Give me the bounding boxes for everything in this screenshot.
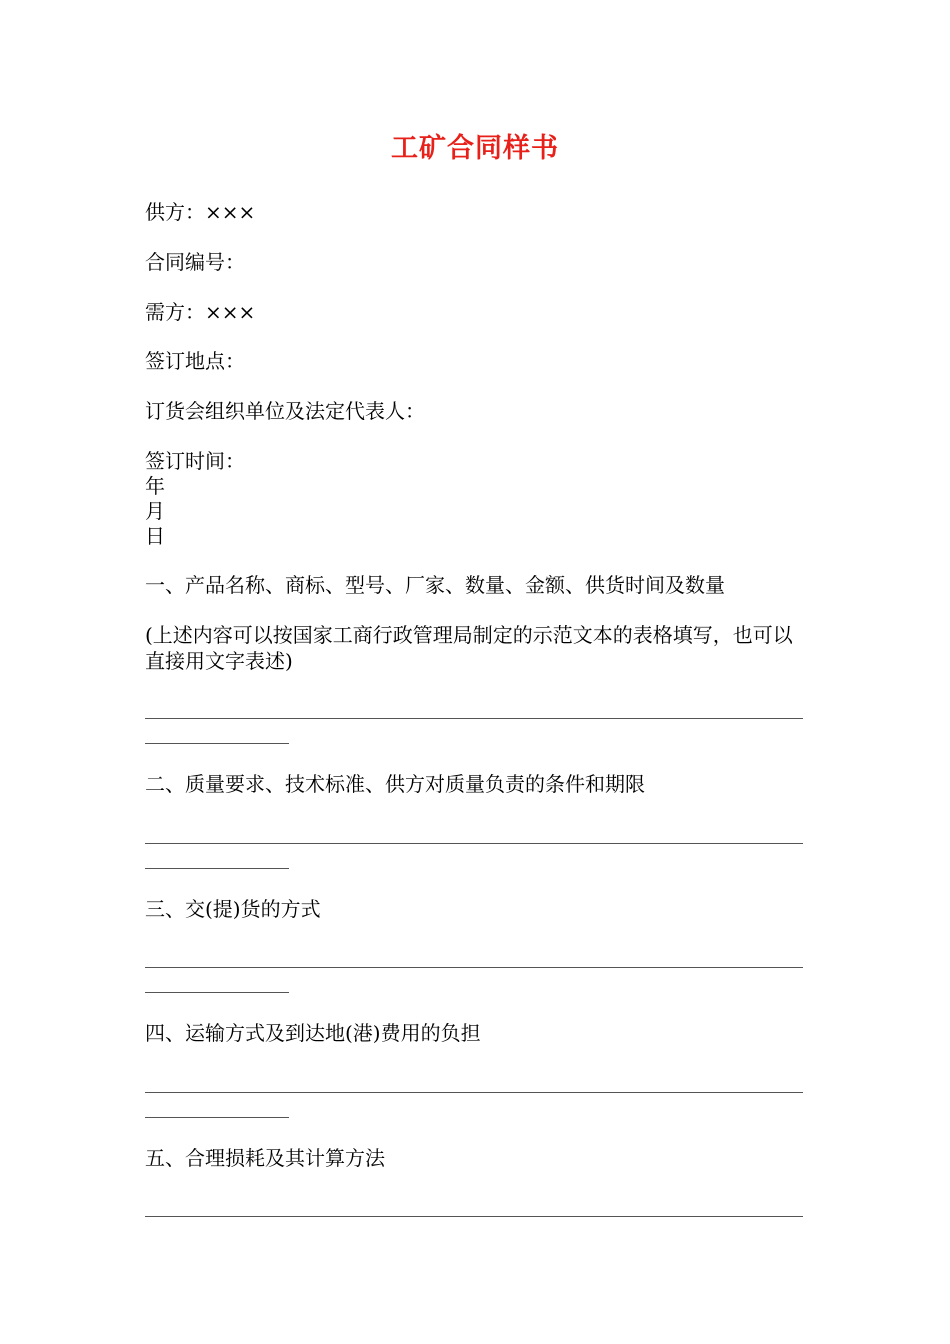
supplier-field: 供方：×××: [145, 200, 256, 224]
section-2-fill-line-end: [145, 868, 289, 869]
section-1-fill-line-end: [145, 743, 289, 744]
section-3-fill-line: [145, 967, 803, 968]
sign-place-field: 签订地点：: [145, 349, 245, 373]
organizer-field: 订货会组织单位及法定代表人：: [145, 399, 425, 423]
section-1-fill-line: [145, 718, 803, 719]
sign-time-year: 年: [145, 474, 165, 498]
section-4-fill-line: [145, 1092, 803, 1093]
sign-time-field: 签订时间：: [145, 449, 245, 473]
sign-time-day: 日: [145, 524, 165, 548]
section-2-heading: 二、质量要求、技术标准、供方对质量负责的条件和期限: [145, 772, 645, 796]
sign-time-month: 月: [145, 499, 165, 523]
section-3-fill-line-end: [145, 992, 289, 993]
section-1-heading: 一、产品名称、商标、型号、厂家、数量、金额、供货时间及数量: [145, 573, 725, 597]
section-1-note: (上述内容可以按国家工商行政管理局制定的示范文本的表格填写，也可以直接用文字表述): [145, 623, 793, 673]
section-5-heading: 五、合理损耗及其计算方法: [145, 1146, 385, 1170]
section-4-heading: 四、运输方式及到达地(港)费用的负担: [145, 1021, 481, 1045]
buyer-field: 需方：×××: [145, 300, 256, 324]
section-4-fill-line-end: [145, 1117, 289, 1118]
document-title: 工矿合同样书: [391, 133, 559, 164]
section-2-fill-line: [145, 843, 803, 844]
section-3-heading: 三、交(提)货的方式: [145, 897, 321, 921]
contract-number-field: 合同编号：: [145, 250, 245, 274]
section-5-fill-line: [145, 1216, 803, 1217]
